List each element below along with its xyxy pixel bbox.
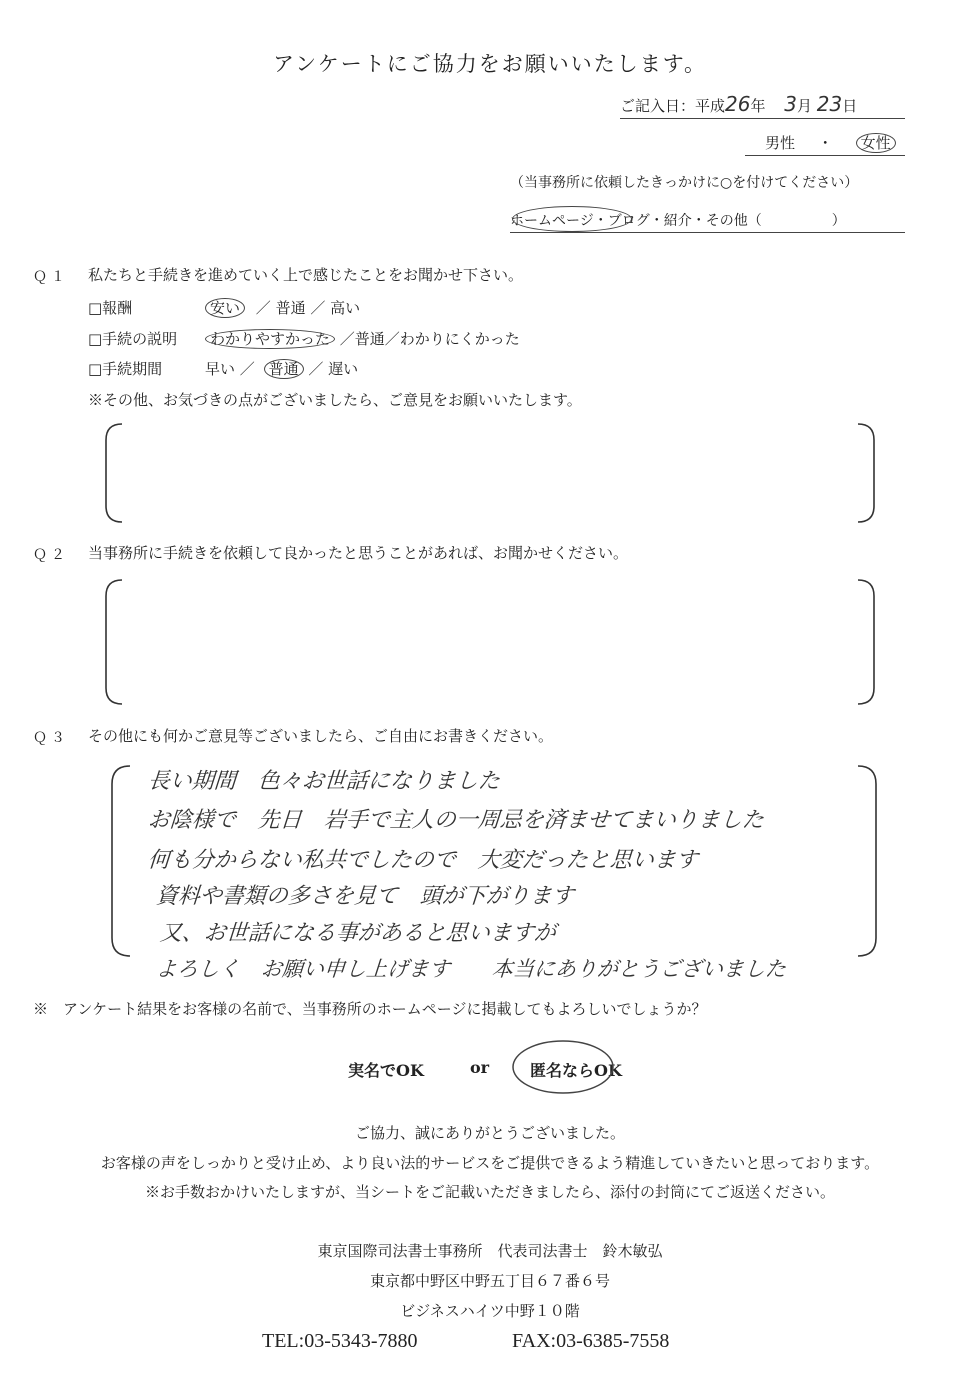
thanks-line-3: ※お手数おかけいたしますが、当シートをご記載いただきましたら、添付の封筒にてご返送ください。 [144,1183,835,1201]
q1-explanation-rest: ／普通／わかりにくかった [339,330,520,348]
gender-line [745,132,905,156]
q3-handwritten-line-2: お陰様で 先日 岩手で主人の一周忌を済ませてまいりました [146,808,765,833]
q1-comment-box [100,420,880,526]
thanks-line-1: ご協力、誠にありがとうございました。 [354,1124,625,1142]
office-name: 東京国際司法書士事務所 代表司法書士 鈴木敏弘 [317,1242,663,1260]
date-label: ご記入日：平成 [620,97,726,115]
publish-or: or [470,1058,490,1077]
trigger-note: （当事務所に依頼したきっかけに○を付けてください） [510,175,859,191]
q1-label: Ｑ１ [33,269,69,285]
date-year: 26 [725,92,751,116]
survey-title: アンケートにご協力をお願いいたします。 [272,52,708,76]
q1-explanation-options [205,328,520,349]
q2-label: Ｑ２ [33,547,69,563]
q1-period-slow: ／ 遅い [308,360,359,378]
q1-item-period: □手続期間 [88,360,163,378]
date-year-unit: 年 [750,97,766,115]
date-line [620,92,905,119]
q3-handwritten-line-5: 又、お世話になる事があると思いますが [158,921,557,946]
q1-explanation-selected: わかりやすかった [205,329,335,349]
publish-real-name: 実名でOK [348,1061,424,1080]
date-month-unit: 月 [797,97,813,115]
date-day-unit: 日 [842,97,858,115]
q3-handwritten-line-6: よろしく お願い申し上げます 本当にありがとうございました [155,957,787,981]
q1-period-selected: 普通 [264,359,304,379]
q1-text: 私たちと手続きを進めていく上で感じたことをお聞かせ下さい。 [88,266,524,284]
publish-question: ※ アンケート結果をお客様の名前で、当事務所のホームページに掲載してもよろしいでしょうか？ [33,1000,707,1018]
q1-period-fast: 早い ／ [205,360,255,378]
q1-fee-selected: 安い [205,298,245,318]
q3-handwritten-line-3: 何も分からない私共でしたので 大変だったと思います [146,848,699,873]
office-tel: TEL:03-5343-7880 [262,1330,418,1352]
q2-comment-box [100,576,880,708]
q1-fee-rest: ／ 普通 ／ 高い [255,299,361,317]
gender-female: 女性 [856,133,896,153]
publish-anonymous-circle [508,1036,618,1098]
q3-text: その他にも何かご意見等ございましたら、ご自由にお書きください。 [88,727,554,745]
q1-period-options [205,358,358,379]
date-month: 3 [784,92,797,116]
office-address: 東京都中野区中野五丁目６７番６号 [369,1272,610,1290]
q1-item-fee: □報酬 [88,299,133,317]
q3-label: Ｑ３ [33,730,69,746]
publish-anonymous: 匿名ならOK [530,1061,622,1080]
date-day: 23 [816,92,843,116]
gender-male: 男性 [765,134,796,152]
office-building: ビジネスハイツ中野１０階 [400,1302,580,1320]
thanks-line-2: お客様の声をしっかりと受け止め、より良い法的サービスをご提供できるよう精進していきたいと思っております。 [100,1154,880,1172]
trigger-circle [512,206,632,232]
q3-handwritten-line-4: 資料や書類の多さを見て 頭が下がります [154,884,575,909]
office-fax: FAX:03-6385-7558 [512,1330,670,1352]
trigger-options [510,210,905,233]
q1-item-explanation: □手続の説明 [88,330,178,348]
gender-sep: ・ [817,134,833,152]
q1-other-note: ※その他、お気づきの点がございましたら、ご意見をお願いいたします。 [88,391,582,409]
q2-text: 当事務所に手続きを依頼して良かったと思うことがあれば、お聞かせください。 [88,544,629,562]
q3-handwritten-line-1: 長い期間 色々お世話になりました [146,769,501,794]
q1-fee-options [205,297,360,318]
trigger-options-text: ホームページ・ブログ・紹介・その他（ ） [510,213,846,229]
